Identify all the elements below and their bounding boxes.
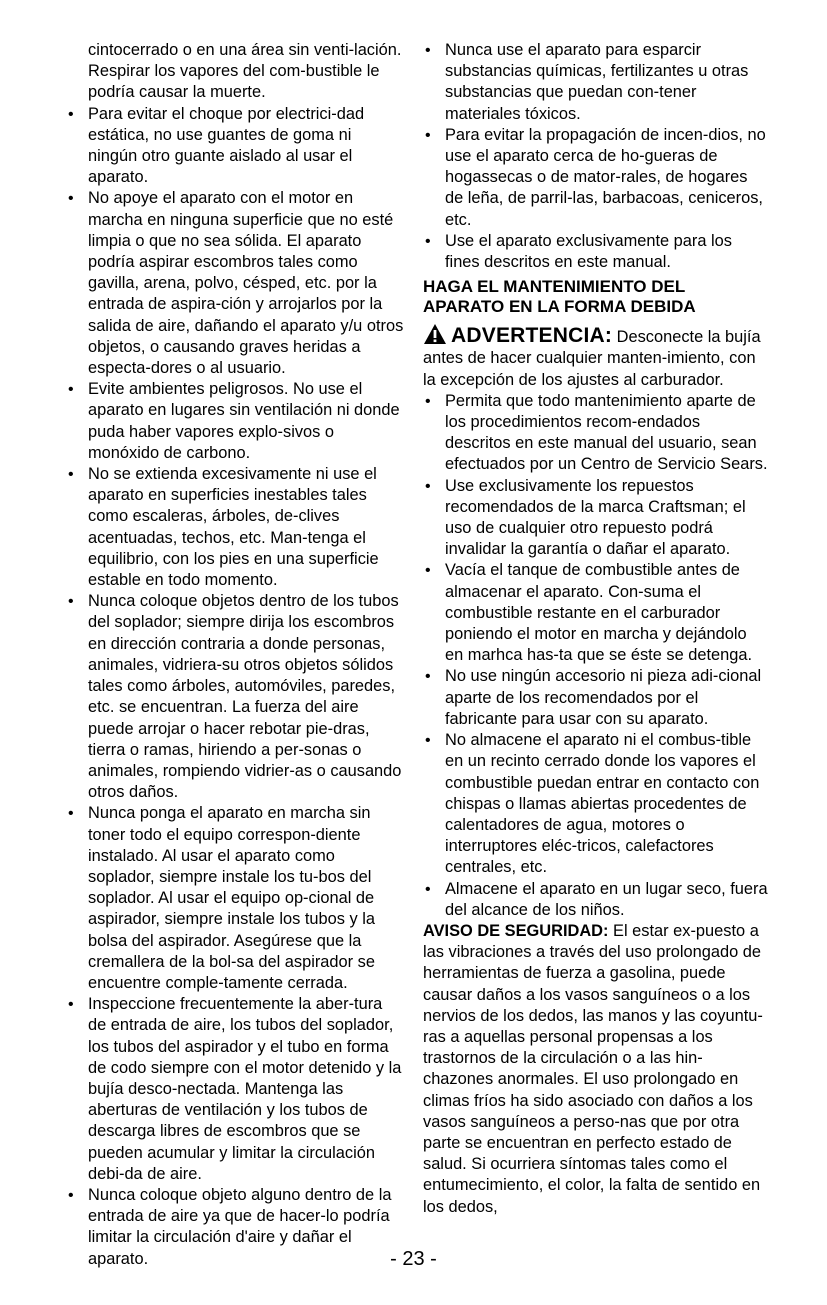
left-bullet-list (66, 104, 404, 1270)
list-item: • Nunca ponga el aparato en marcha sin toner todo el equipo correspon-diente instalado. Al usar el aparato como soplador, siempre instale los tu-bos del soplador. Al usar el equipo op-cional de aspirador, siempre instale los tubos y la bolsa del aspirador. Asegúrese que la cremallera de la bol-sa del aspirador se encuentre comple-tamente cerrada. (66, 803, 404, 994)
safety-notice-text: El estar ex-puesto a las vibraciones a través del uso prolongado de herramientas de fuerza a gasolina, puede causar daños a los vasos sanguíneos o a los nervios de los dedos, las manos y las coyuntu-ras a aquellas personal propensas a los trastornos de la circulación o a las hin-chazones anormales. El uso prolongado en climas fríos ha sido asociado con daños a los vasos sanguíneos a perso-nas que por otra parte se encuentran en perfecto estado de salud. Si ocurriera síntomas tales como el entumecimiento, el color, la falta de sentido en los dedos, (423, 921, 763, 1216)
list-item: • No apoye el aparato con el motor en marcha en ninguna superficie que no esté limpia o que no sea sólida. El aparato podría aspirar escombros tales como gavilla, arena, polvo, césped, etc. por la entrada de aspira-ción y arrojarlos por la salida de aire, dañando el aparato y/u otros objetos, o causando graves heridas a especta-dores o al usuario. (66, 188, 404, 379)
list-item: • No se extienda excesivamente ni use el aparato en superficies inestables tales como escaleras, árboles, de-clives acentuadas, techos, etc. Man-tenga el equilibrio, con los pies en una superficie estable en todo momento. (66, 464, 404, 591)
list-item: • No use ningún accesorio ni pieza adi-cional aparte de los recomendados por el fabricante para usar con su aparato. (423, 666, 768, 730)
list-item: • Para evitar la propagación de incen-dios, no use el aparato cerca de ho-gueras de hogassecas o de mator-rales, de hogares de leña, de parril-las, barbacoas, ceniceros, etc. (423, 125, 768, 231)
warning-title: ADVERTENCIA: (451, 324, 613, 348)
list-item: • Permita que todo mantenimiento aparte de los procedimientos recom-endados descritos en este manual del usuario, sean efectuados por un Centro de Servicio Sears. (423, 391, 768, 476)
right-bullet-list-maintenance (423, 391, 768, 921)
safety-notice-label: AVISO DE SEGURIDAD: (423, 921, 609, 940)
right-bullet-list-top (423, 40, 768, 273)
list-item: • Evite ambientes peligrosos. No use el aparato en lugares sin ventilación ni donde puda haber vapores explo-sivos o monóxido de carbono. (66, 379, 404, 464)
right-column (423, 40, 768, 1218)
warning-paragraph (423, 323, 768, 391)
list-item: • Nunca coloque objeto alguno dentro de la entrada de aire ya que de hacer-lo podría limitar la circulación d'aire y dañar el aparato. (66, 1185, 404, 1270)
safety-notice (423, 921, 768, 1218)
maintenance-heading: HAGA EL MANTENIMIENTO DEL APARATO EN LA FORMA DEBIDA (423, 277, 696, 317)
continuation-text: cintocerrado o en una área sin venti-lación. Respirar los vapores del com-bustible le podría causar la muerte. (88, 41, 402, 102)
warning-triangle-icon (423, 323, 447, 345)
list-item: • Inspeccione frecuentemente la aber-tura de entrada de aire, los tubos del soplador, los tubos del aspirador y el tubo en forma de codo siempre con el motor detenido y la bujía desco-nectada. Mantenga las aberturas de ventilación y los tubos de descarga libres de escombros que se pueden acumular y limitar la circulación debi-da de aire. (66, 994, 404, 1185)
list-item: • Nunca coloque objetos dentro de los tubos del soplador; siempre dirija los escombros en dirección contraria a donde personas, animales, vidriera-su otros objetos sólidos tales como árboles, automóviles, paredes, etc. se encuentran. La fuerza del aire puede arrojar o hacer rebotar pie-dras, tierra o ramas, hiriendo a per-sonas o animales, rompiendo vidrier-as o causando otros daños. (66, 591, 404, 803)
list-item: • Almacene el aparato en un lugar seco, fuera del alcance de los niños. (423, 879, 768, 921)
list-item: • Nunca use el aparato para esparcir substancias químicas, fertilizantes u otras substancias que puedan con-tener materiales tóxicos. (423, 40, 768, 125)
list-item: • Use el aparato exclusivamente para los fines descritos en este manual. (423, 231, 768, 273)
list-item: • Para evitar el choque por electrici-dad estática, no use guantes de goma ni ningún otro guante aislado al usar el aparato. (66, 104, 404, 189)
left-column (66, 40, 404, 1270)
page-number: - 23 - (390, 1248, 437, 1270)
list-item: • No almacene el aparato ni el combus-tible en un recinto cerrado donde los vapores el combustible puedan entrar en contacto con chispas o llamas abiertas procedentes de calentadores de agua, motores o interruptores eléc-tricos, calefactores centrales, etc. (423, 730, 768, 878)
list-item: • Vacía el tanque de combustible antes de almacenar el aparato. Con-suma el combustible restante en el carburador poniendo el motor en marcha y dejándolo en marhca has-ta que se éste se detenga. (423, 560, 768, 666)
warning-text: Desconecte la bujía antes de hacer cualquier manten-imiento, con la excepción de los ajustes al carburador. (423, 328, 761, 389)
list-item: • Use exclusivamente los repuestos recomendados de la marca Craftsman; el uso de cualquier otro repuesto podrá invalidar la garantía o dañar el aparato. (423, 476, 768, 561)
